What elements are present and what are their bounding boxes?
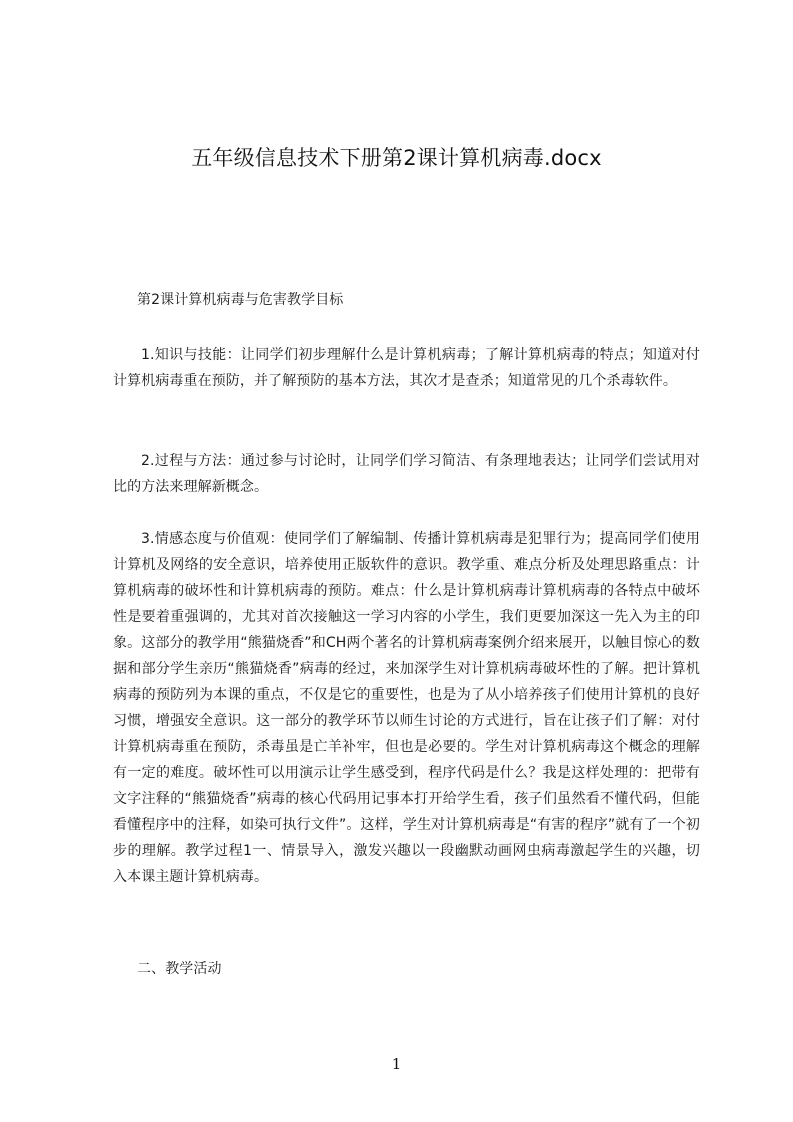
paragraph-process-methods: 2.过程与方法：通过参与讨论时，让同学们学习简洁、有条理地表达；让同学们尝试用对比的方法来理解新概念。 <box>113 453 700 495</box>
document-title: 五年级信息技术下册第2课计算机病毒.docx <box>191 146 602 170</box>
paragraph-emotional-values: 3.情感态度与价值观：使同学们了解编制、传播计算机病毒是犯罪行为；提高同学们使用计算机及网络的安全意识，培养使用正版软件的意识。教学重、难点分析及处理思路重点：计算机病毒的破坏性和计算机病毒的预防。难点：什么是计算机病毒计算机病毒的各特点中破坏性是要着重强调的，尤其对首次接触这一学习内容的小学生，我们更要加深这一先入为主的印象。这部分的教学用“熊猫烧香”和CH两个著名的计算机病毒案例介绍来展开，以触目惊心的数据和部分学生亲历“熊猫烧香”病毒的经过，来加深学生对计算机病毒破坏性的了解。把计算机病毒的预防列为本课的重点，不仅是它的重要性，也是为了从小培养孩子们使用计算机的良好习惯，增强安全意识。这一部分的教学环节以师生讨论的方式进行，旨在让孩子们了解：对付计算机病毒重在预防，杀毒虽是亡羊补牢，但也是必要的。学生对计算机病毒这个概念的理解有一定的难度。破坏性可以用演示让学生感受到，程序代码是什么？我是这样处理的：把带有文字注释的“熊猫烧香”病毒的核心代码用记事本打开给学生看，孩子们虽然看不懂代码，但能看懂程序中的注释，如染可执行文件”。这样，学生对计算机病毒是“有害的程序”就有了一个初步的理解。教学过程1一、情景导入，激发兴趣以一段幽默动画网虫病毒激起学生的兴趣，切入本课主题计算机病毒。 <box>113 531 700 885</box>
page-number: 1 <box>391 1055 402 1073</box>
section-heading-teaching-activities: 二、教学活动 <box>137 961 222 977</box>
lesson-objectives-heading: 第2课计算机病毒与危害教学目标 <box>137 292 344 308</box>
paragraph-knowledge-skills: 1.知识与技能：让同学们初步理解什么是计算机病毒；了解计算机病毒的特点；知道对付计算机病毒重在预防，并了解预防的基本方法，其次才是查杀；知道常见的几个杀毒软件。 <box>113 347 700 389</box>
